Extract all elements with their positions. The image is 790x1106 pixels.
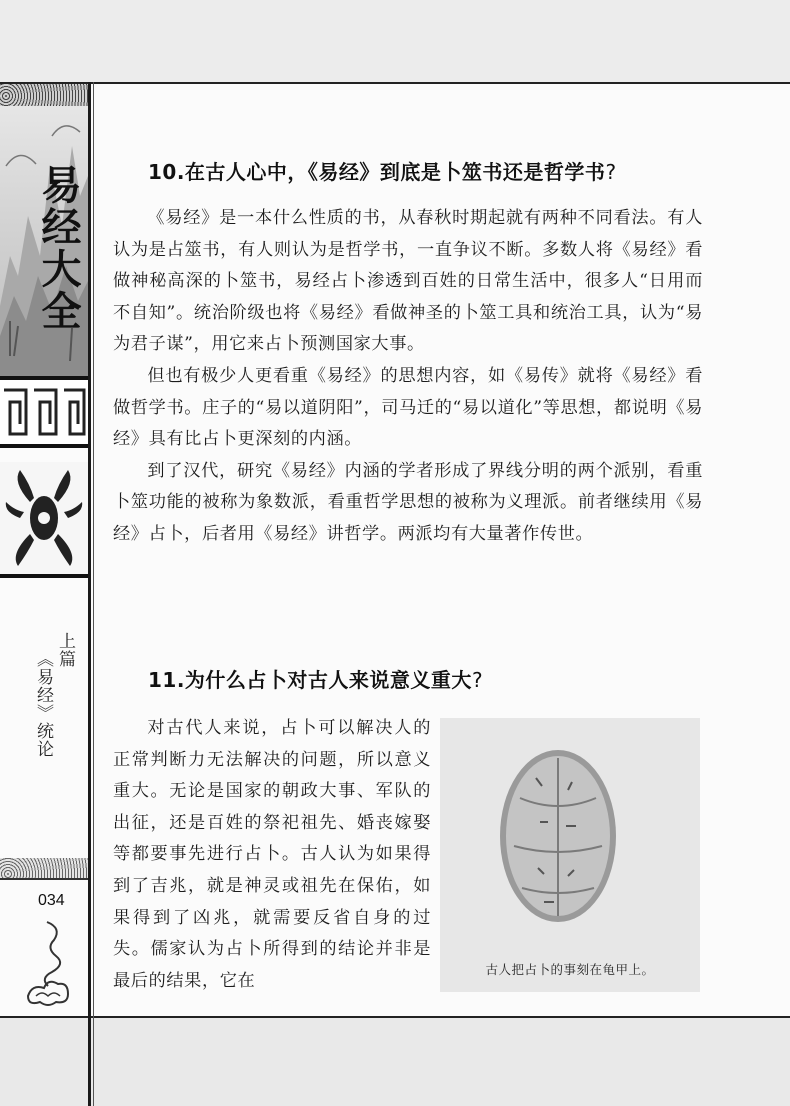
section-11-heading [148,664,483,693]
meander-pattern [0,376,88,448]
tortoise-shell-image [440,718,700,992]
floral-ornament [0,462,88,574]
paragraph: 到了汉代，研究《易经》内涵的学者形成了界线分明的两个派别，看重卜筮功能的被称为象数派，看重哲学思想的被称为义理派。前者继续用《易经》占卜，后者用《易经》讲哲学。两派均有大量著作传世。 [113,460,703,544]
wave-pattern [0,858,88,878]
section-10-heading-text: 10.在古人心中，《易经》到底是卜筮书还是哲学书 [148,160,606,184]
section-11-body [113,713,431,997]
bottom-margin [0,1018,790,1106]
tortoise-shell-figure [440,718,700,992]
spine-line-thin [93,82,94,1106]
cloud-pattern-border [0,84,88,106]
book-title-vertical: 易经大全 [35,164,82,332]
section-label-part: 上篇 [55,632,75,668]
section-11-heading-mark: ? [471,668,484,692]
spine-line [88,82,91,1106]
section-label-title: 《易经》统论 [33,650,53,758]
section-11-heading-text: 11.为什么占卜对古人来说意义重大 [148,668,472,692]
ornament-divider [0,574,88,578]
page-number: 034 [38,892,65,909]
section-10-body [113,203,703,551]
paragraph: 但也有极少人更看重《易经》的思想内容，如《易传》就将《易经》看做哲学书。庄子的“易以道阴阳”，司马迁的“易以道化”等思想，都说明《易经》具有比占卜更深刻的内涵。 [113,365,703,450]
section-10-heading-mark: ? [605,160,617,184]
page-number-rule [0,878,88,880]
paragraph: 对古代人来说，占卜可以解决人的正常判断力无法解决的问题，所以意义重大。无论是国家的朝政大事、军队的出征，还是百姓的祭祀祖先、婚丧嫁娶等都要事先进行占卜。古人认为如果得到了吉兆，就是神灵或祖先在保佑，如果得到了凶兆，就需要反省自身的过失。儒家认为占卜所得到的结论并非是最后的结果，它在 [113,718,431,991]
section-10-heading [148,156,617,185]
top-margin [0,0,790,82]
paragraph: 《易经》是一本什么性质的书，从春秋时期起就有两种不同看法。有人认为是占筮书，有人则认为是哲学书，一直争议不断。多数人将《易经》看做神秘高深的卜筮书，易经占卜渗透到百姓的日常生活中，很多人“日用而不自知”。统治阶级也将《易经》看做神圣的卜筮工具和统治工具，认为“易为君子谋”，用它来占卜预测国家大事。 [113,208,703,355]
section-label [33,632,76,758]
figure-caption: 古人把占卜的事刻在龟甲上。 [485,962,655,977]
cloud-scroll-icon [22,918,72,1008]
